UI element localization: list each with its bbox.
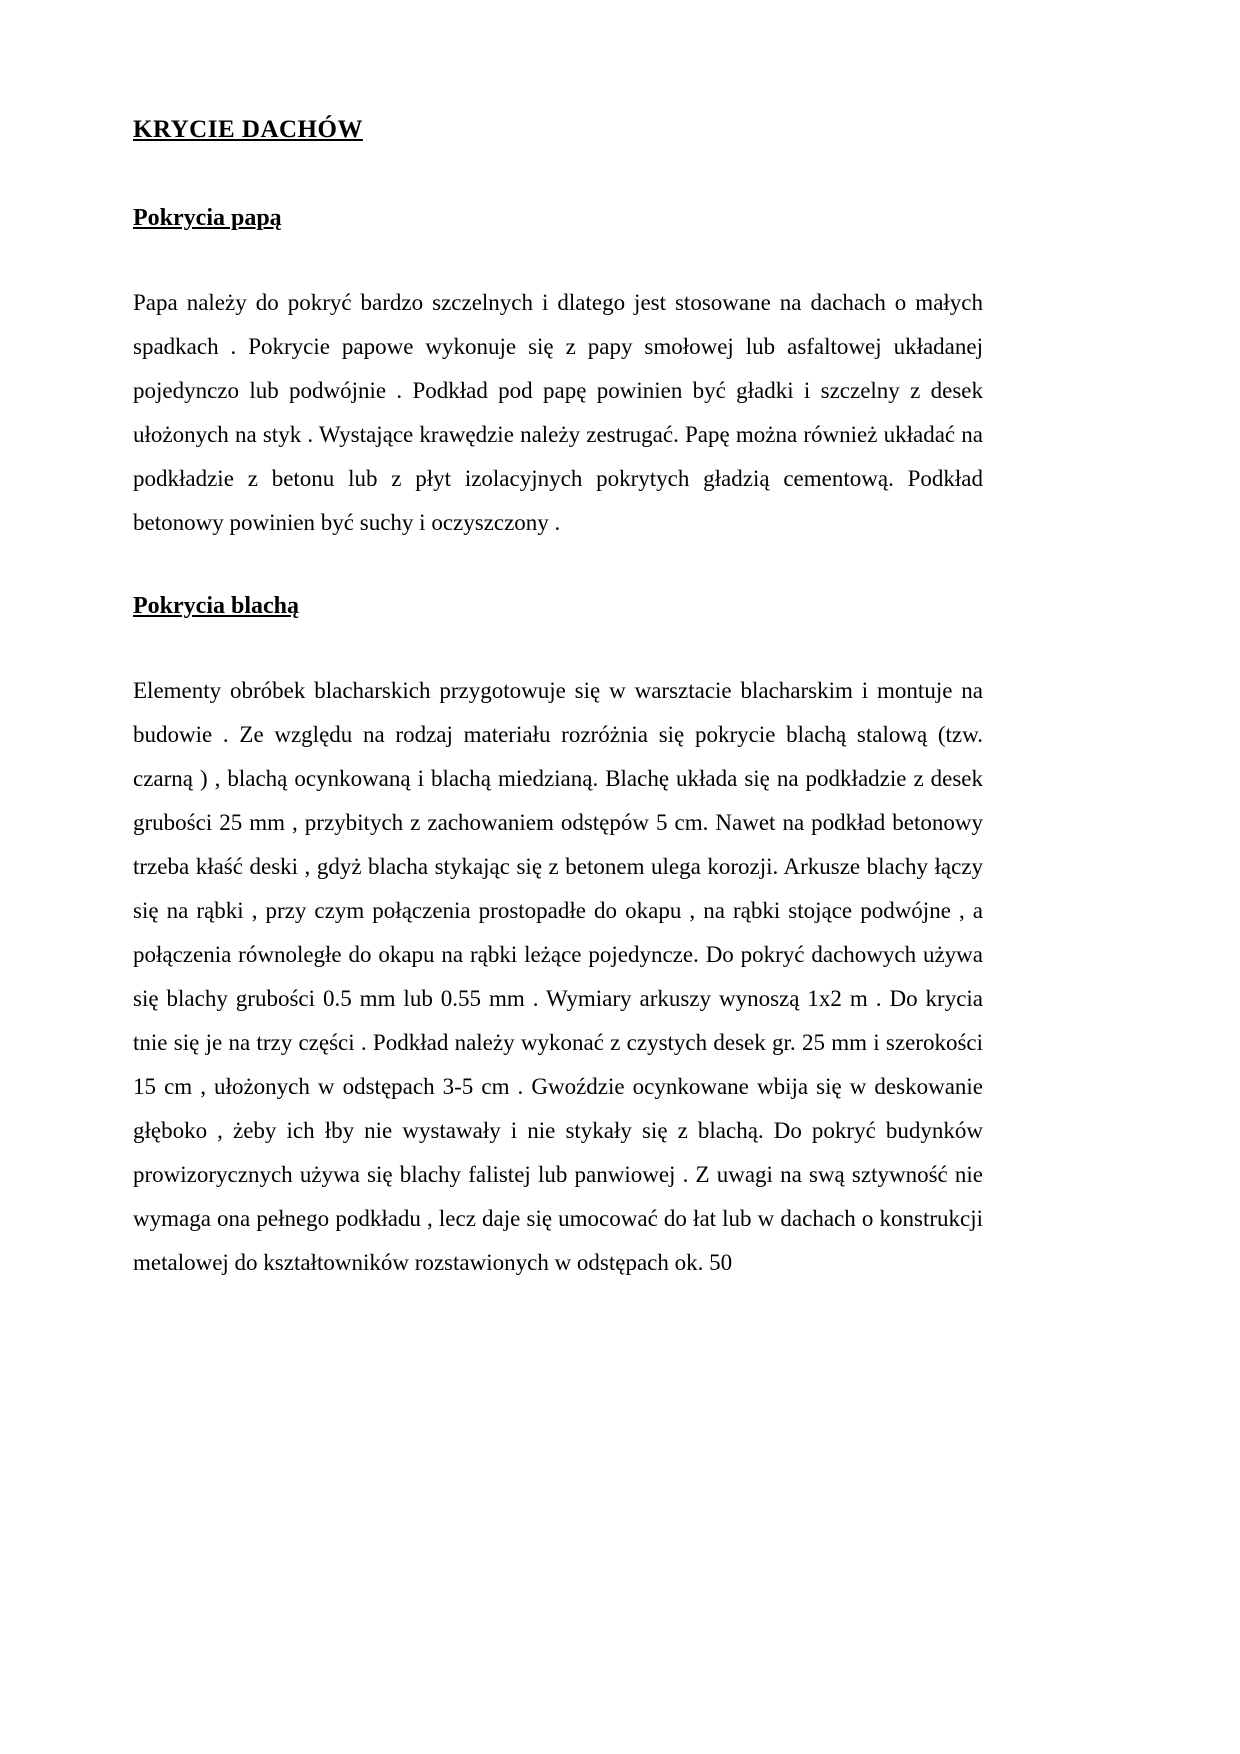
section-pokrycia-blacha	[133, 591, 983, 1285]
section-pokrycia-papa	[133, 203, 983, 545]
document-title: KRYCIE DACHÓW	[133, 116, 363, 143]
section-heading-pokrycia-papa: Pokrycia papą	[133, 205, 282, 231]
section-paragraph-pokrycia-papa: Papa należy do pokryć bardzo szczelnych i dlatego jest stosowane na dachach o małych spadkach . Pokrycie papowe wykonuje się z papy smołowej lub asfaltowej układanej pojedynczo lub podwójnie . Podkład pod papę powinien być gładki i szczelny z desek ułożonych na styk . Wystające krawędzie należy zestrugać. Papę można również układać na podkładzie z betonu lub z płyt izolacyjnych pokrytych gładzią cementową. Podkład betonowy powinien być suchy i oczyszczony .	[133, 290, 983, 535]
section-heading-pokrycia-blacha: Pokrycia blachą	[133, 593, 299, 619]
section-paragraph-pokrycia-blacha: Elementy obróbek blacharskich przygotowuje się w warsztacie blacharskim i montuje na budowie . Ze względu na rodzaj materiału rozróżnia się pokrycie blachą stalową (tzw. czarną ) , blachą ocynkowaną i blachą miedzianą. Blachę układa się na podkładzie z desek grubości 25 mm , przybitych z zachowaniem odstępów 5 cm. Nawet na podkład betonowy trzeba kłaść deski , gdyż blacha stykając się z betonem ulega korozji. Arkusze blachy łączy się na rąbki , przy czym połączenia prostopadłe do okapu , na rąbki stojące podwójne , a połączenia równoległe do okapu na rąbki leżące pojedyncze. Do pokryć dachowych używa się blachy grubości 0.5 mm lub 0.55 mm . Wymiary arkuszy wynoszą 1x2 m . Do krycia tnie się je na trzy części . Podkład należy wykonać z czystych desek gr. 25 mm i szerokości 15 cm , ułożonych w odstępach 3-5 cm . Gwoździe ocynkowane wbija się w deskowanie głęboko , żeby ich łby nie wystawały i nie stykały się z blachą. Do pokryć budynków prowizorycznych używa się blachy falistej lub panwiowej . Z uwagi na swą sztywność nie wymaga ona pełnego podkładu , lecz daje się umocować do łat lub w dachach o konstrukcji metalowej do kształtowników rozstawionych w odstępach ok. 50	[133, 678, 983, 1275]
